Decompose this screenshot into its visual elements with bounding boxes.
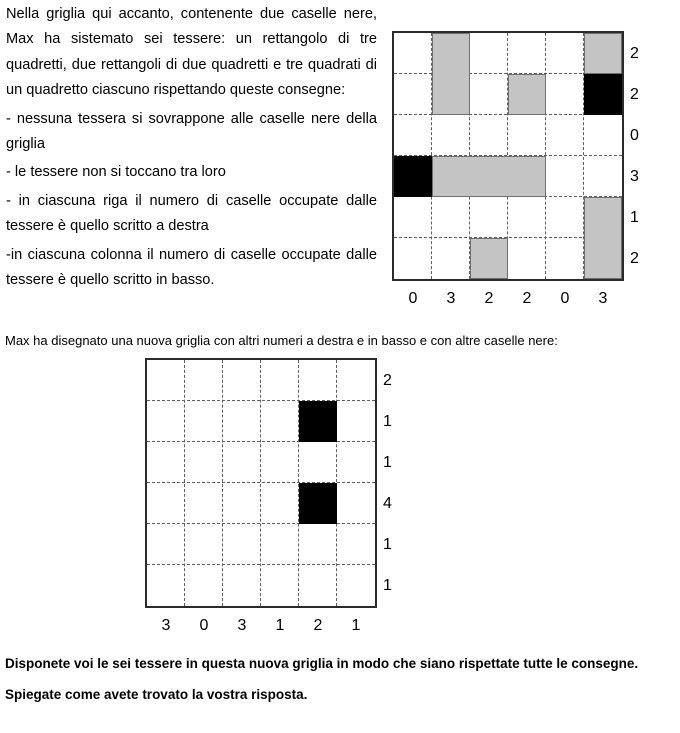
row-count-label: 1 xyxy=(383,536,392,553)
grid-line-horizontal xyxy=(147,441,375,442)
example-grid-box xyxy=(392,31,624,281)
row-count-label: 1 xyxy=(383,577,392,594)
grid-line-vertical xyxy=(222,360,223,606)
intro-text xyxy=(6,2,377,296)
column-count-label: 3 xyxy=(237,617,247,634)
column-count-label: 0 xyxy=(560,290,570,307)
column-count-label: 2 xyxy=(484,290,494,307)
gray-tile xyxy=(584,197,622,279)
column-count-label: 1 xyxy=(275,617,285,634)
gray-tile xyxy=(432,33,470,115)
column-count-label: 3 xyxy=(446,290,456,307)
row-count-label: 1 xyxy=(383,413,392,430)
row-count-label: 1 xyxy=(630,209,639,226)
gray-tile xyxy=(432,156,546,197)
column-count-label: 3 xyxy=(161,617,171,634)
instruction-line-2: Spiegate come avete trovato la vostra risposta. xyxy=(5,687,308,702)
intro-paragraph-4: - in ciascuna riga il numero di caselle occupate dalle tessere è quello scritto a destra xyxy=(6,192,377,235)
column-count-label: 3 xyxy=(598,290,608,307)
row-count-label: 0 xyxy=(630,127,639,144)
column-count-label: 0 xyxy=(199,617,209,634)
row-count-label: 4 xyxy=(383,495,392,512)
black-cell xyxy=(299,401,337,442)
column-count-label: 2 xyxy=(522,290,532,307)
gray-tile xyxy=(470,238,508,279)
grid-line-horizontal xyxy=(147,400,375,401)
grid-line-horizontal xyxy=(147,523,375,524)
gray-tile xyxy=(584,33,622,74)
new-grid-box xyxy=(145,358,377,608)
intro-paragraph-3: - le tessere non si toccano tra loro xyxy=(6,164,226,181)
black-cell xyxy=(394,156,432,197)
row-count-label: 2 xyxy=(383,372,392,389)
black-cell xyxy=(299,483,337,524)
intro-paragraph-2: - nessuna tessera si sovrappone alle caselle nere della griglia xyxy=(6,110,377,153)
task-instructions xyxy=(5,651,675,713)
intro-paragraph-5: -in ciascuna colonna il numero di caselle occupate dalle tessere è quello scritto in basso. xyxy=(6,246,377,289)
row-count-label: 1 xyxy=(383,454,392,471)
grid-line-horizontal xyxy=(147,482,375,483)
grid-line-horizontal xyxy=(147,564,375,565)
column-count-label: 1 xyxy=(351,617,361,634)
row-count-label: 2 xyxy=(630,86,639,103)
intro-paragraph-1: Nella griglia qui accanto, contenente due caselle nere, Max ha sistemato sei tessere: un rettangolo di tre quadretti, due rettangoli di due quadretti e tre quadrati di un quadretto ciascuno rispettando queste consegne: xyxy=(6,6,377,99)
gray-tile xyxy=(508,74,546,115)
column-count-label: 2 xyxy=(313,617,323,634)
grid-line-vertical xyxy=(260,360,261,606)
instruction-line-1: Disponete voi le sei tessere in questa nuova griglia in modo che siano rispettate tutte le consegne. xyxy=(5,656,639,671)
row-count-label: 2 xyxy=(630,45,639,62)
row-count-label: 2 xyxy=(630,250,639,267)
grid-line-vertical xyxy=(184,360,185,606)
black-cell xyxy=(584,74,622,115)
column-count-label: 0 xyxy=(408,290,418,307)
new-grid-caption: Max ha disegnato una nuova griglia con altri numeri a destra e in basso e con altre caselle nere: xyxy=(5,333,558,348)
row-count-label: 3 xyxy=(630,168,639,185)
